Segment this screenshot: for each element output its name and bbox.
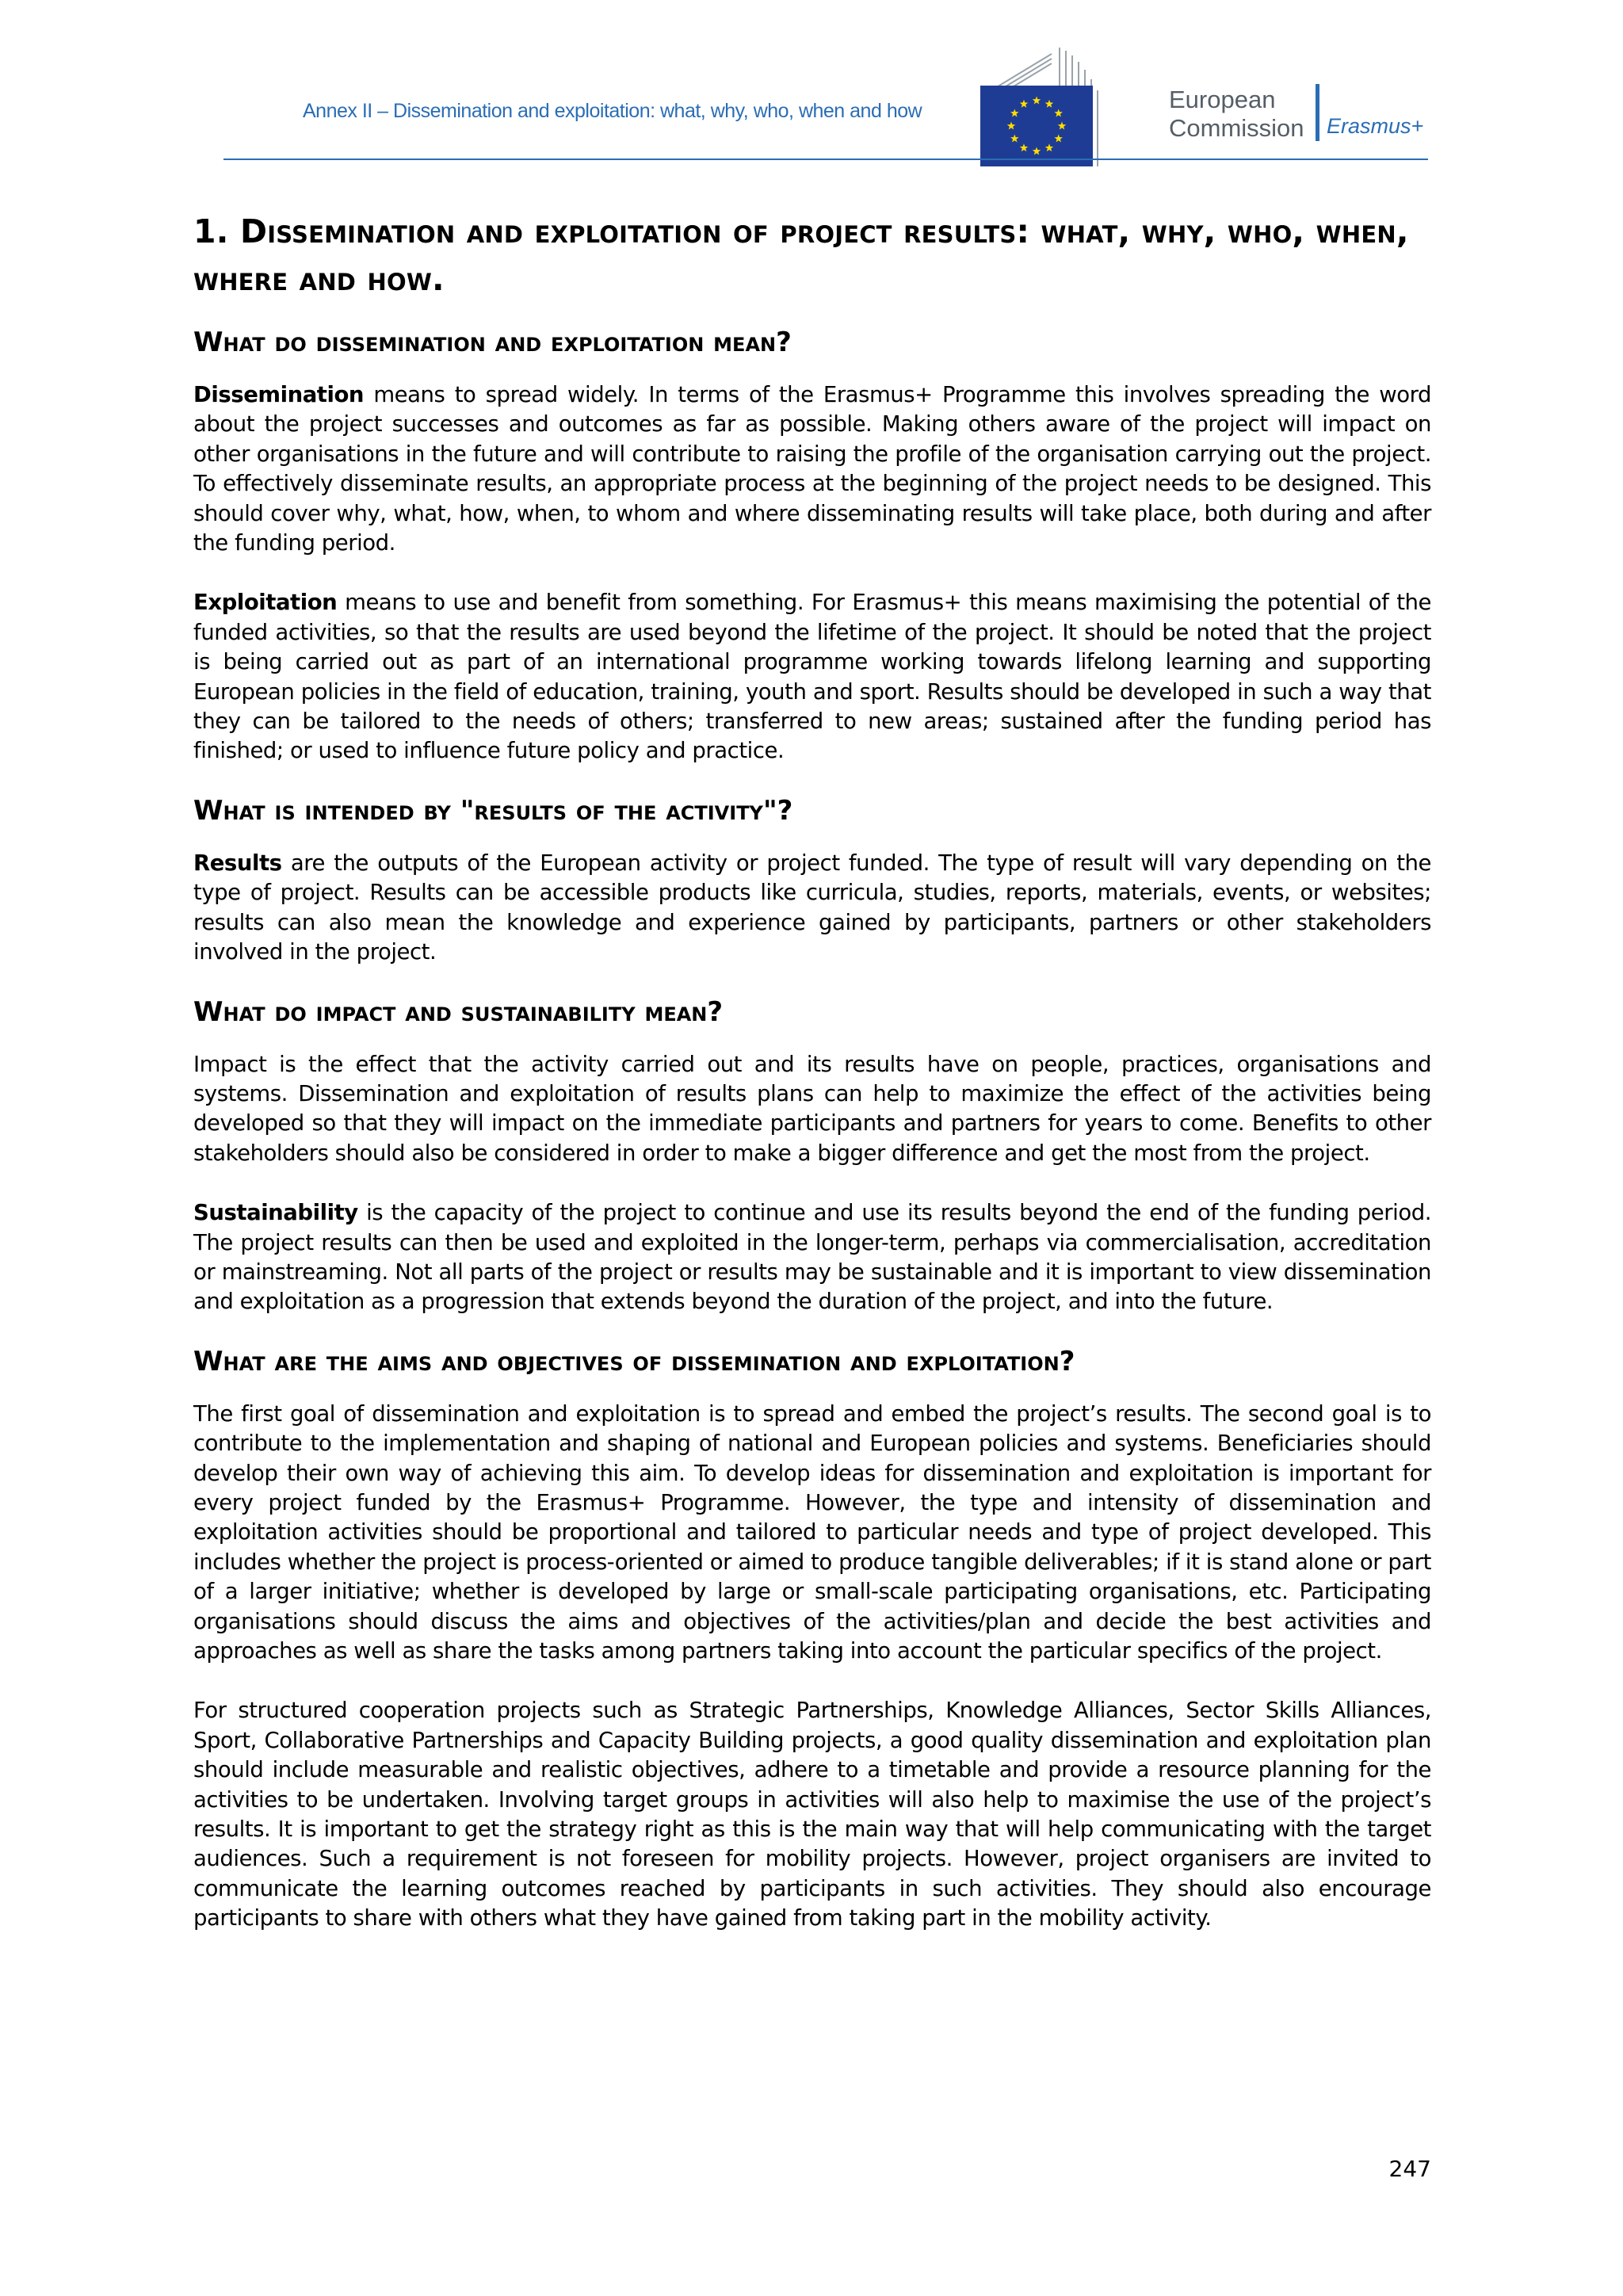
section-heading: What do impact and sustainability mean? xyxy=(193,995,724,1028)
paragraph: Exploitation means to use and benefit from something. For Erasmus+ this means maximising the potential of the funded activities, so that the results are used beyond the lifetime of the project. It should be noted that the project is being carried out as part of an international programme working towards lifelong learning and supporting European policies in the field of education, training, youth and sport. Results should be developed in such a way that they can be tailored to the needs of others; transferred to new areas; sustained after the funding period has finished; or used to influence future policy and practice. xyxy=(193,590,1431,764)
paragraph: The first goal of dissemination and exploitation is to spread and embed the project’s results. The second goal is to contribute to the implementation and shaping of national and European policies and systems. Beneficiaries should develop their own way of achieving this aim. To develop ideas for dissemination and exploitation is important for every project funded by the Erasmus+ Programme. However, the type and intensity of dissemination and exploitation activities should be proportional and tailored to particular needs and type of project developed. This includes whether the project is process-oriented or aimed to produce tangible deliverables; if it is stand alone or part of a larger initiative; whether is developed by large or small-scale participating organisations, etc. Participating organisations should discuss the aims and objectives of the activities/plan and decide the best activities and approaches as well as share the tasks among partners taking into account the particular specifics of the project. xyxy=(193,1400,1431,1664)
logo-divider xyxy=(1316,84,1319,141)
lead-term: Results xyxy=(193,850,282,876)
paragraph: Dissemination means to spread widely. In terms of the Erasmus+ Programme this involves spreading the word about the project successes and outcomes as far as possible. Making others aware of the project will impact on other organisations in the future and will contribute to raising the profile of the organisation carrying out the project. To effectively disseminate results, an appropriate process at the beginning of the project needs to be designed. This should cover why, what, how, when, to whom and where disseminating results will take place, both during and after the funding period. xyxy=(193,382,1431,556)
section-heading: What are the aims and objectives of dissemination and exploitation? xyxy=(193,1345,1075,1377)
header-rule xyxy=(223,159,1428,160)
paragraph: For structured cooperation projects such as Strategic Partnerships, Knowledge Alliances, Sector Skills Alliances, Sport, Collaborative Partnerships and Capacity Building projects, a good quality dissemination and exploitation plan should include measurable and realistic objectives, adhere to a timetable and provide a resource planning for the activities to be undertaken. Involving target groups in activities will also help to maximise the use of the project’s results. It is important to get the strategy right as this is the main way that will help communicating with the target audiences. Such a requirement is not foreseen for mobility projects. However, project organisers are invited to communicate the learning outcomes reached by participants in such activities. They should also encourage participants to share with others what they have gained from taking part in the mobility activity. xyxy=(193,1698,1431,1931)
section-heading: What do dissemination and exploitation mean? xyxy=(193,327,792,358)
paragraph: Results are the outputs of the European activity or project funded. The type of result will vary depending on the type of project. Results can be accessible products like curricula, studies, reports, materials, events, or websites; results can also mean the knowledge and experience gained by participants, partners or other stakeholders involved in the project. xyxy=(193,850,1431,965)
page-number: 247 xyxy=(1388,2156,1431,2182)
lead-term: Exploitation xyxy=(193,590,338,616)
page-title: 1. Dissemination and exploitation of project results: what, why, who, when, where and how. xyxy=(193,212,1409,298)
section-heading: What is intended by "results of the activity"? xyxy=(193,794,793,827)
lead-term: Dissemination xyxy=(193,382,365,407)
page-content xyxy=(193,208,1431,1964)
european-commission-wordmark: European Commission xyxy=(1169,86,1304,142)
lead-term: Sustainability xyxy=(193,1200,358,1226)
paragraph: Impact is the effect that the activity carried out and its results have on people, practices, organisations and systems. Dissemination and exploitation of results plans can help to maximize the effect of the activities being developed so that they will impact on the immediate participants and partners for years to come. Benefits to other stakeholders should also be considered in order to make a bigger difference and get the most from the project. xyxy=(193,1051,1431,1166)
eu-flag-icon xyxy=(980,86,1093,166)
page-header xyxy=(223,32,1428,160)
paragraph: Sustainability is the capacity of the project to continue and use its results beyond the end of the funding period. The project results can then be used and exploited in the longer-term, perhaps via commercialisation, accreditation or mainstreaming. Not all parts of the project or results may be sustainable and it is important to view dissemination and exploitation as a progression that extends beyond the duration of the project, and into the future. xyxy=(193,1200,1431,1315)
running-title: Annex II – Dissemination and exploitation: what, why, who, when and how xyxy=(303,100,922,122)
erasmus-plus-wordmark: Erasmus+ xyxy=(1327,114,1424,138)
